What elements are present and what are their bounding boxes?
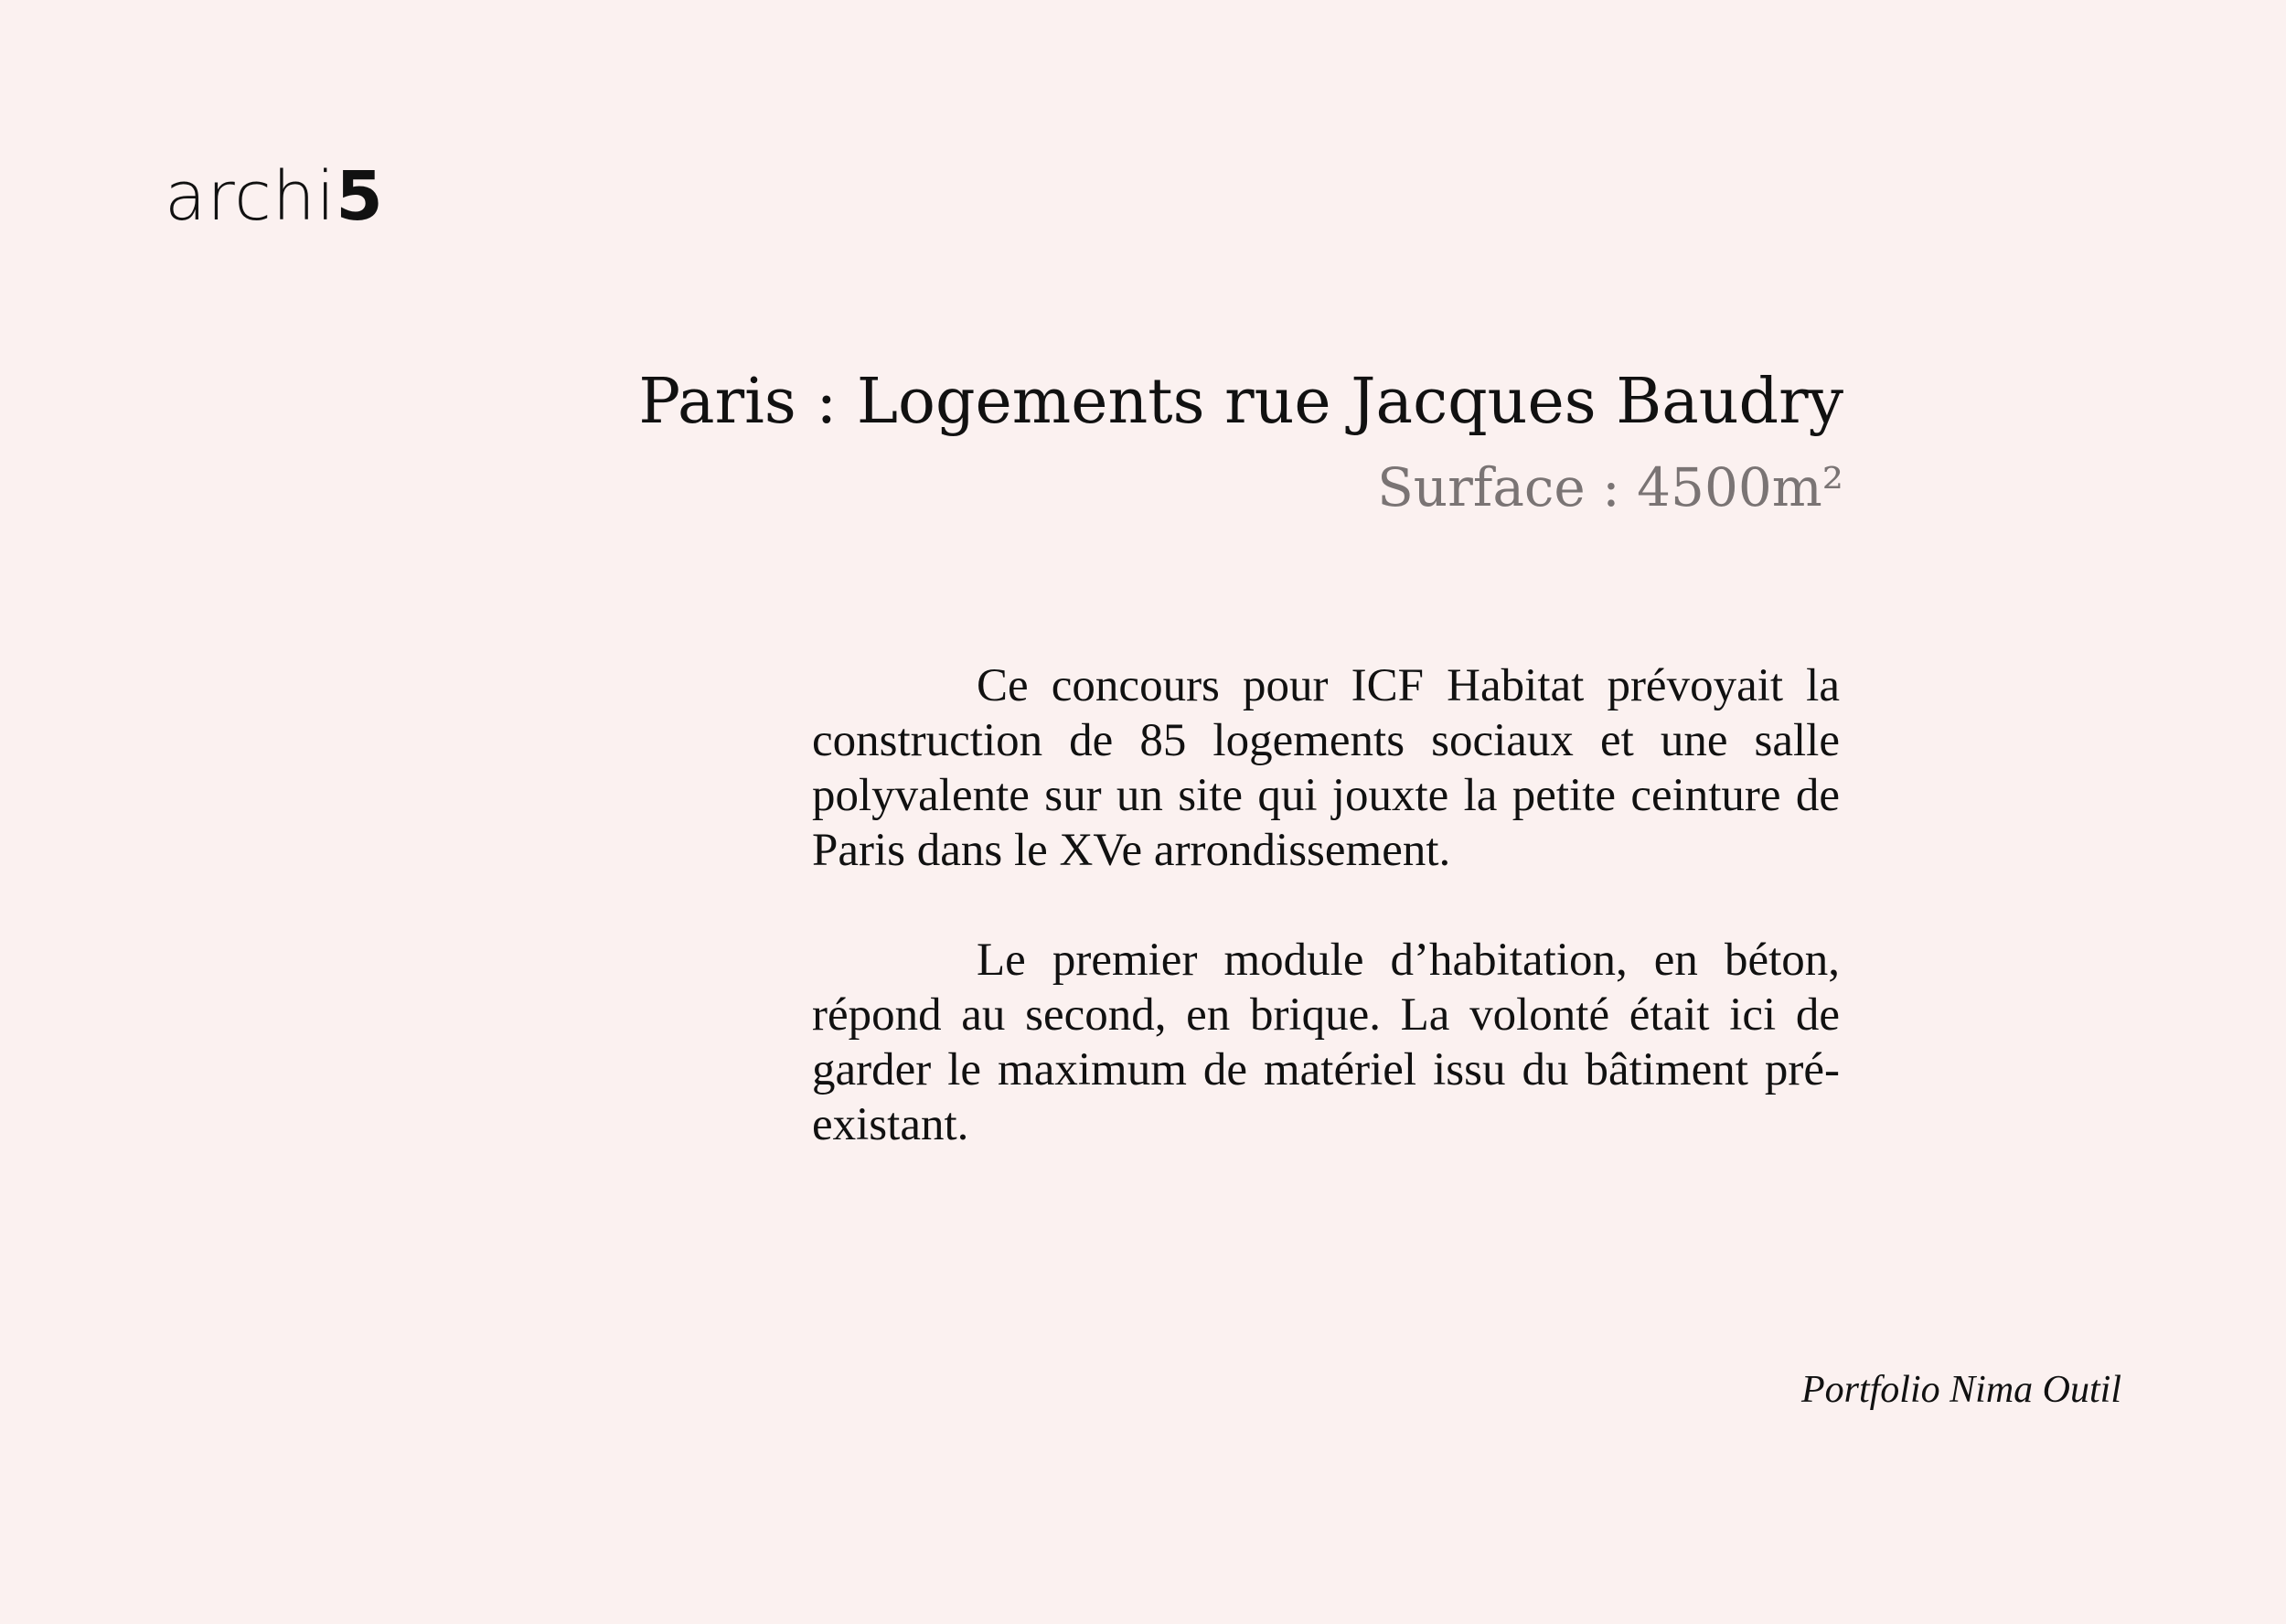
description-paragraph-1: Ce concours pour ICF Habitat prévoyait la construction de 85 logements sociaux et une salle polyvalente sur un site qui jouxte la petite ceinture de Paris dans le XVe arrondissement. [812, 660, 1840, 876]
logo-number: 5 [336, 157, 384, 236]
project-description [812, 658, 1840, 1207]
portfolio-footer: Portfolio Nima Outil [1800, 1369, 2121, 1411]
logo-word: archi [165, 157, 336, 236]
description-paragraph-2: Le premier module d’habitation, en béton, répond au second, en brique. La volonté était ici de garder le maximum de matériel issu du bâtiment pré-existant. [812, 935, 1840, 1150]
page-title: Paris : Logements rue Jacques Baudry [638, 366, 1843, 438]
surface-subtitle: Surface : 4500m² [1377, 456, 1843, 518]
archi5-logo [165, 155, 384, 238]
